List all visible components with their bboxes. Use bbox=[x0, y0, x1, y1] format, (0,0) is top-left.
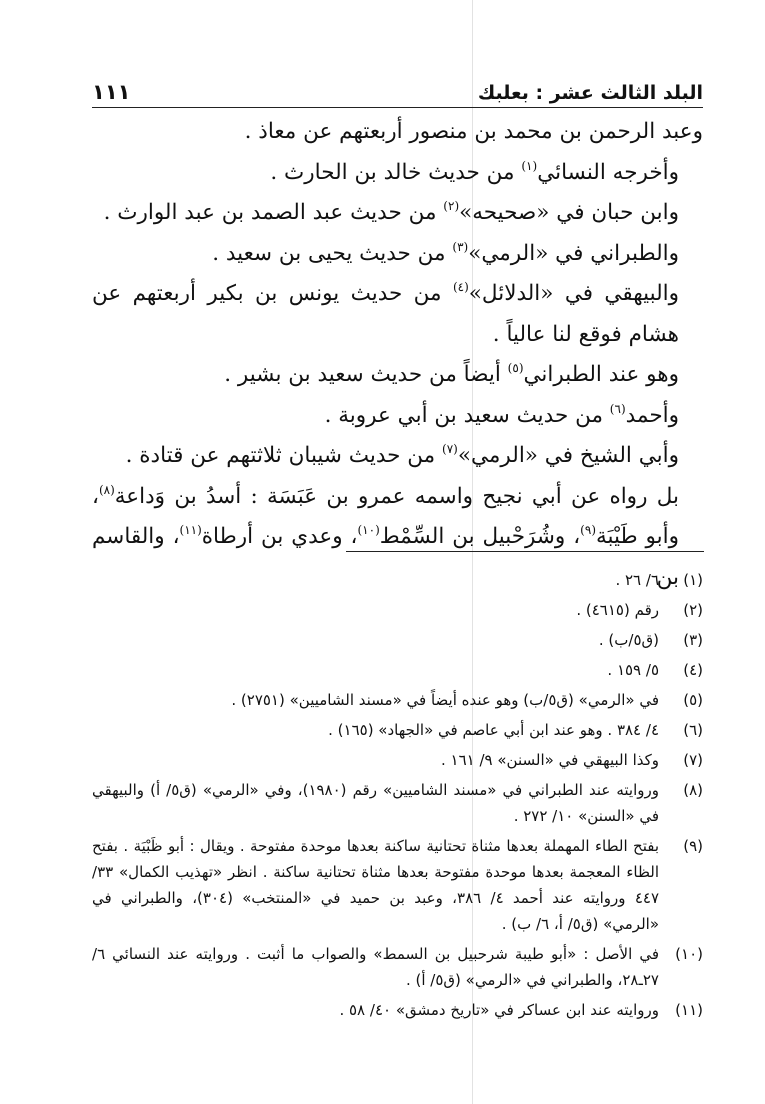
footnote bbox=[92, 657, 703, 683]
footnote-text: رقم (٤٦١٥) . bbox=[576, 601, 659, 619]
running-title: البلد الثالث عشر : بعلبك bbox=[477, 82, 703, 104]
footnote bbox=[92, 567, 703, 593]
footnote-ref: (٣) bbox=[452, 239, 469, 254]
footnote bbox=[92, 747, 703, 773]
footnote-number: (٦) bbox=[683, 721, 703, 739]
footnote-ref: (١) bbox=[521, 158, 538, 173]
header-rule bbox=[92, 107, 703, 108]
footnote-text: وروايته عند الطبراني في «مسند الشاميين» رقم (١٩٨٠)، وفي «الرمي» (ق٥/ أ) والبيهقي في «السنن» ١٠/ ٢٧٢ . bbox=[92, 781, 659, 825]
text-line: وأحمد$^{(٦)}$ من حديث سعيد بن أبي عروبة . bbox=[324, 401, 679, 428]
footnote-ref: (١١) bbox=[179, 523, 202, 537]
footnote-number: (٣) bbox=[683, 631, 703, 649]
footnote-number: (٤) bbox=[683, 661, 703, 679]
footnote bbox=[92, 717, 703, 743]
footnote-ref: (١٠) bbox=[357, 523, 380, 537]
footnote-text: في «الرمي» (ق٥/ب) وهو عنده أيضاً في «مسند الشاميين» (٢٧٥١) . bbox=[231, 691, 659, 709]
footnote-number: (٢) bbox=[683, 601, 703, 619]
footnote-text: في الأصل : «أبو طيبة شرحبيل بن السمط» والصواب ما أثبت . وروايته عند النسائي ٦/ ٢٧ـ٢٨، والطبراني في «الرمي» (ق٥/ أ) . bbox=[92, 945, 659, 989]
footnote-ref: (٩) bbox=[580, 523, 596, 537]
footnote-number: (١٠) bbox=[675, 945, 703, 963]
footnote-ref: (٥) bbox=[507, 361, 524, 375]
footnote-text: (ق٥/ب) . bbox=[598, 631, 659, 649]
text-paragraph: بل رواه عن أبي نجيح واسمه عمرو بن عَبَسَة : أسدُ بن وَداعة$^{(٨)}$، وأبو طَيْبَة$^{(٩)}$، وشُرَحْبيل بن السِّمْط$^{(١٠)}$، وعدي بن أرطاة$^{(١١)}$، والقاسم بن bbox=[92, 482, 679, 590]
footnote-ref: (٧) bbox=[442, 442, 458, 456]
text-line: وابن حبان في «صحيحه»$^{(٢)}$ من حديث عبد الصمد بن عبد الوارث . bbox=[103, 199, 679, 225]
footnote-separator bbox=[346, 551, 704, 552]
footnote-text: ٦/ ٢٦ . bbox=[615, 571, 659, 589]
footnote-number: (٨) bbox=[683, 781, 703, 799]
footnote bbox=[92, 833, 703, 937]
footnote bbox=[92, 687, 703, 713]
main-text bbox=[92, 112, 703, 598]
page-header bbox=[92, 70, 703, 104]
footnote bbox=[92, 597, 703, 623]
page-number: ١١١ bbox=[92, 80, 131, 104]
footnotes bbox=[92, 567, 703, 1027]
footnote-number: (١) bbox=[683, 571, 703, 589]
footnote bbox=[92, 941, 703, 993]
footnote-ref: (٤) bbox=[452, 280, 469, 294]
footnote-text: وروايته عند ابن عساكر في «تاريخ دمشق» ٤٠/ ٥٨ . bbox=[339, 1001, 659, 1019]
footnote bbox=[92, 627, 703, 653]
footnote-ref: (٦) bbox=[609, 401, 626, 416]
footnote bbox=[92, 997, 703, 1023]
text-line: وأبي الشيخ في «الرمي»$^{(٧)}$ من حديث شيبان ثلاثتهم عن قتادة . bbox=[125, 442, 679, 468]
footnote-text: ٥/ ١٥٩ . bbox=[607, 661, 659, 679]
text-paragraph: والبيهقي في «الدلائل»$^{(٤)}$ من حديث يونس بن بكير أربعتهم عن هشام فوقع لنا عالياً . bbox=[92, 280, 679, 347]
footnote-text: وكذا البيهقي في «السنن» ٩/ ١٦١ . bbox=[441, 751, 659, 769]
footnote-number: (٥) bbox=[683, 691, 703, 709]
footnote-text: ٤/ ٣٨٤ . وهو عند ابن أبي عاصم في «الجهاد» (١٦٥) . bbox=[328, 721, 659, 739]
footnote-number: (٩) bbox=[683, 837, 703, 855]
text-line: وهو عند الطبراني$^{(٥)}$ أيضاً من حديث سعيد بن بشير . bbox=[224, 361, 679, 387]
footnote-text: بفتح الطاء المهملة بعدها مثناة تحتانية ساكنة بعدها موحدة مفتوحة . ويقال : أبو ظَبْيَة . بفتح الظاء المعجمة بعدها موحدة مفتوحة بعدها مثناة تحتانية ساكنة . انظر «تهذيب الكمال» ٣٣/ ٤٤٧ وروايته عند أحمد ٤/ ٣٨٦، وعبد بن حميد في «المنتخب» (٣٠٤)، والطبراني في «الرمي» (ق٥/ أ، ٦/ ب) . bbox=[92, 837, 659, 933]
footnote-ref: (٨) bbox=[98, 482, 115, 497]
footnote-number: (١١) bbox=[675, 1001, 703, 1019]
footnote-ref: (٢) bbox=[443, 199, 460, 213]
text-line: وعبد الرحمن بن محمد بن منصور أربعتهم عن معاذ . bbox=[244, 119, 703, 144]
footnote bbox=[92, 777, 703, 829]
text-line: والطبراني في «الرمي»$^{(٣)}$ من حديث يحيى بن سعيد . bbox=[212, 239, 679, 266]
footnote-number: (٧) bbox=[683, 751, 703, 769]
text-line: وأخرجه النسائي$^{(١)}$ من حديث خالد بن الحارث . bbox=[270, 158, 679, 185]
